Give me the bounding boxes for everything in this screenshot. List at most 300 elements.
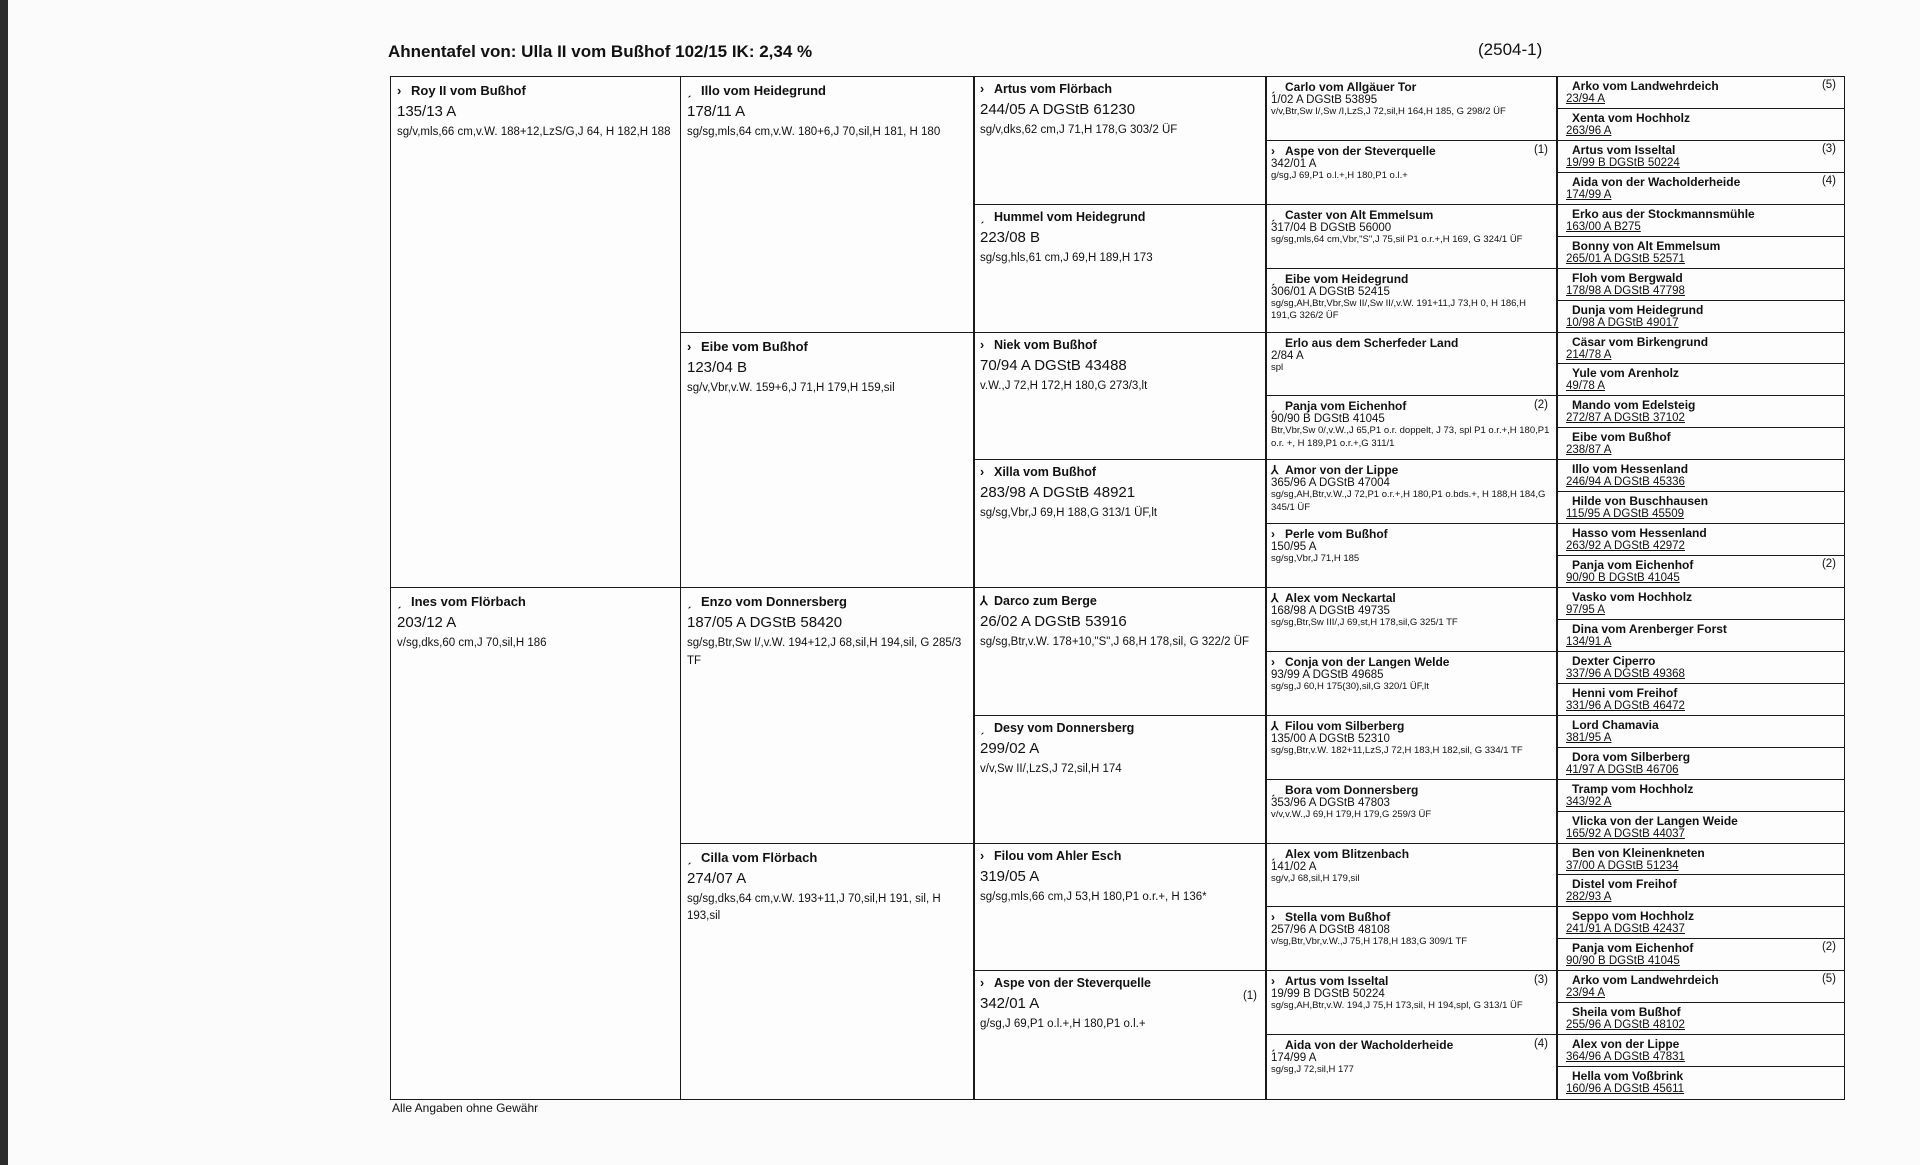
ancestor-box-gen3: [974, 843, 1266, 972]
ancestor-box-gen4: [1266, 395, 1557, 460]
ancestor-name-text: Aida von der Wacholderheide: [1285, 1038, 1454, 1053]
ancestor-name-text: Amor von der Lippe: [1285, 463, 1399, 478]
registration-number: 265/01 A DGStB 52571: [1566, 252, 1685, 265]
ancestor-box-gen5: [1557, 906, 1845, 939]
ancestor-box-gen5: [1557, 619, 1845, 652]
registration-number: 70/94 A DGStB 43488: [980, 356, 1127, 374]
performance-details: spl: [1271, 361, 1284, 373]
ancestor-name: [1271, 527, 1552, 541]
sex-symbol-icon: ⅄: [1271, 591, 1279, 605]
registration-number: 319/05 A: [980, 867, 1040, 885]
ancestor-name: [980, 721, 1260, 735]
sex-symbol-icon: ˏ: [980, 209, 985, 224]
ancestor-name-text: Vasko vom Hochholz: [1572, 590, 1693, 604]
sex-symbol-icon: ⅄: [1271, 463, 1279, 478]
ancestor-name: [980, 593, 1260, 608]
ancestor-box-gen5: [1557, 843, 1845, 876]
sex-symbol-icon: ˏ: [1271, 80, 1275, 94]
sex-symbol-icon: ›: [980, 337, 985, 352]
ancestor-box-gen5: [1557, 651, 1845, 684]
registration-number: 187/05 A DGStB 58420: [687, 614, 843, 631]
ancestor-box-gen4: [1266, 1034, 1557, 1099]
registration-number: 353/96 A DGStB 47803: [1271, 796, 1390, 809]
ancestor-name: [1562, 303, 1840, 317]
inbreeding-marker: (2): [1533, 399, 1548, 412]
sex-symbol-icon: ˏ: [1271, 1038, 1275, 1053]
ancestor-name-text: Xenta vom Hochholz: [1572, 110, 1691, 125]
ancestor-box-gen5: [1557, 811, 1845, 844]
ancestor-box-gen2: [680, 587, 974, 844]
ancestor-box-gen4: [1266, 204, 1557, 269]
ancestor-box-gen5: [1557, 332, 1845, 365]
registration-number: 168/98 A DGStB 49735: [1271, 605, 1390, 617]
ancestor-name-text: Caster von Alt Emmelsum: [1285, 207, 1434, 222]
inbreeding-marker: (1): [1533, 143, 1548, 156]
ancestor-name: [1562, 462, 1840, 476]
ancestor-box-gen2: [680, 76, 974, 333]
ancestor-name: [1562, 143, 1840, 157]
ancestor-name: [1562, 494, 1840, 508]
registration-number: 90/90 B DGStB 41045: [1271, 413, 1385, 426]
inbreeding-marker: (4): [1533, 1038, 1548, 1051]
registration-number: 165/92 A DGStB 44037: [1566, 827, 1685, 840]
registration-number: 246/94 A DGStB 45336: [1566, 476, 1685, 489]
ancestor-name: [1562, 814, 1840, 828]
ancestor-name-text: Niek vom Bußhof: [994, 337, 1097, 352]
ancestor-box-gen3: [974, 204, 1266, 333]
ancestor-name-text: Filou vom Silberberg: [1285, 718, 1405, 733]
ancestor-box-gen3: [974, 76, 1266, 205]
ancestor-name-text: Panja vom Eichenhof: [1572, 941, 1694, 956]
ancestor-name: [687, 339, 967, 354]
ancestor-name: [1271, 399, 1552, 413]
ancestor-name: [980, 210, 1260, 224]
ancestor-name-text: Hilde von Buschhausen: [1572, 494, 1709, 509]
ancestor-name-text: Cäsar vom Birkengrund: [1572, 334, 1709, 349]
ancestor-name: [1562, 654, 1840, 668]
registration-number: 174/99 A: [1271, 1052, 1317, 1065]
sex-symbol-icon: ›: [980, 465, 985, 480]
ancestor-box-gen4: [1266, 76, 1557, 141]
inbreeding-marker: (5): [1821, 973, 1836, 986]
ancestor-name: [980, 338, 1260, 352]
ancestor-name-text: Bonny von Alt Emmelsum: [1572, 238, 1721, 253]
registration-number: 343/92 A: [1566, 795, 1612, 808]
ancestor-box-gen5: [1557, 779, 1845, 812]
ancestor-box-gen5: [1557, 140, 1845, 173]
ancestor-box-gen1: [390, 76, 683, 589]
performance-details: sg/sg,Vbr,J 71,H 185: [1271, 553, 1360, 565]
registration-number: 150/95 A: [1271, 541, 1317, 554]
ancestor-box-gen4: [1266, 523, 1557, 588]
ancestor-box-gen4: [1266, 268, 1557, 333]
sex-symbol-icon: ˏ: [1271, 846, 1275, 861]
inbreeding-marker: (2): [1821, 941, 1836, 954]
ancestor-box-gen5: [1557, 76, 1845, 109]
registration-number: 10/98 A DGStB 49017: [1566, 316, 1679, 329]
performance-details: g/sg,J 69,P1 o.l.+,H 180,P1 o.l.+: [1271, 169, 1408, 181]
sex-symbol-icon: ›: [980, 848, 985, 863]
ancestor-name: [687, 594, 967, 609]
ancestor-name: [980, 976, 1260, 990]
registration-number: 123/04 B: [687, 358, 748, 376]
ancestor-name-text: Henni vom Freihof: [1572, 685, 1678, 700]
ancestor-name: [1271, 591, 1552, 605]
registration-number: 331/96 A DGStB 46472: [1566, 699, 1685, 712]
ancestor-box-gen5: [1557, 1034, 1845, 1067]
registration-number: 37/00 A DGStB 51234: [1566, 859, 1679, 872]
ancestor-box-gen4: [1266, 332, 1557, 397]
ancestor-name-text: Panja vom Eichenhof: [1572, 558, 1694, 573]
sex-symbol-icon: ˏ: [687, 594, 692, 609]
ancestor-name: [1562, 111, 1840, 125]
ancestor-box-gen5: [1557, 491, 1845, 524]
ancestor-name-text: Mando vom Edelsteig: [1572, 398, 1696, 413]
ancestor-box-gen5: [1557, 268, 1845, 301]
page-title: Ahnentafel von: Ulla II vom Bußhof 102/15 IK: 2,34 %: [388, 42, 813, 61]
ancestor-name: [1562, 718, 1840, 732]
registration-number: 19/99 B DGStB 50224: [1566, 156, 1680, 169]
ancestor-name: [1562, 1069, 1840, 1083]
ancestor-name: [1562, 239, 1840, 253]
performance-details: v/v,Btr,Sw I/,Sw /I,LzS,J 72,sil,H 164,H 185, G 298/2 ÜF: [1271, 106, 1506, 117]
registration-number: 135/13 A: [397, 103, 457, 120]
ancestor-name-text: Hella vom Voßbrink: [1572, 1069, 1684, 1084]
performance-details: sg/sg,AH,Btr,v.W. 194,J 75,H 173,sil, H 194,spl, G 313/1 ÜF: [1271, 1000, 1523, 1012]
registration-number: 317/04 B DGStB 56000: [1271, 221, 1392, 234]
sex-symbol-icon: ›: [687, 338, 692, 354]
ancestor-name-text: Bora vom Donnersberg: [1285, 782, 1419, 797]
ancestor-box-gen4: [1266, 906, 1557, 971]
registration-number: 244/05 A DGStB 61230: [980, 101, 1136, 118]
ancestor-name: [980, 465, 1260, 479]
ancestor-box-gen3: [974, 715, 1266, 844]
ancestor-box-gen5: [1557, 587, 1845, 620]
ancestor-name-text: Carlo vom Allgäuer Tor: [1285, 80, 1417, 94]
registration-number: 214/78 A: [1566, 348, 1612, 361]
ancestor-name: [1271, 783, 1552, 797]
ancestor-name-text: Aspe von der Steverquelle: [1285, 143, 1436, 158]
ancestor-name-text: Alex vom Blitzenbach: [1285, 846, 1410, 861]
performance-details: v/sg,dks,60 cm,J 70,sil,H 186: [397, 637, 547, 649]
registration-number: 238/87 A: [1566, 444, 1612, 457]
ancestor-name: [980, 849, 1260, 863]
ancestor-name-text: Vlicka von der Langen Weide: [1572, 813, 1738, 828]
ancestor-name-text: Yule vom Arenholz: [1572, 366, 1679, 381]
ancestor-name: [1562, 686, 1840, 700]
ancestor-name-text: Conja von der Langen Welde: [1285, 654, 1450, 669]
ancestor-name: [1562, 877, 1840, 891]
ancestor-name: [980, 82, 1260, 96]
ancestor-name-text: Darco zum Berge: [994, 594, 1097, 608]
ancestor-name: [1271, 80, 1552, 94]
document-code: (2504-1): [1478, 40, 1543, 59]
inbreeding-marker: (3): [1533, 974, 1548, 987]
inbreeding-marker: (1): [1242, 990, 1257, 1003]
performance-details: sg/v,dks,62 cm,J 71,H 178,G 303/2 ÜF: [980, 124, 1178, 136]
sex-symbol-icon: ›: [1271, 654, 1275, 669]
ancestor-name: [1562, 207, 1840, 221]
ancestor-name: [1562, 335, 1840, 349]
ancestor-name-text: Alex von der Lippe: [1572, 1037, 1680, 1052]
performance-details: sg/sg,mls,64 cm,v.W. 180+6,J 70,sil,H 181, H 180: [687, 126, 941, 138]
registration-number: 365/96 A DGStB 47004: [1271, 477, 1390, 490]
ancestor-name: [1562, 909, 1840, 923]
ancestor-name-text: Panja vom Eichenhof: [1285, 399, 1407, 414]
ancestor-name-text: Sheila vom Bußhof: [1572, 1005, 1681, 1020]
ancestor-box-gen5: [1557, 523, 1845, 556]
sex-symbol-icon: ›: [1271, 974, 1275, 989]
sex-symbol-icon: ˏ: [397, 594, 402, 609]
performance-details: sg/sg,AH,Btr,Vbr,Sw II/,Sw II/,v.W. 191+11,J 73,H 0, H 186,H 191,G 326/2 ÜF: [1271, 297, 1526, 321]
registration-number: 342/01 A: [980, 995, 1040, 1013]
ancestor-box-gen5: [1557, 427, 1845, 460]
registration-number: 41/97 A DGStB 46706: [1566, 763, 1679, 776]
performance-details: sg/sg,mls,66 cm,J 53,H 180,P1 o.r.+, H 136*: [980, 890, 1207, 903]
ancestor-name-text: Filou vom Ahler Esch: [994, 848, 1122, 863]
ancestor-name: [1271, 463, 1552, 477]
ancestor-name-text: Eibe vom Bußhof: [701, 338, 808, 354]
performance-details: v/sg,Btr,Vbr,v.W.,J 75,H 178,H 183,G 309/1 TF: [1271, 936, 1468, 948]
ancestor-name: [397, 594, 676, 609]
ancestor-box-gen2: [680, 843, 974, 1100]
registration-number: 283/98 A DGStB 48921: [980, 484, 1136, 502]
registration-number: 26/02 A DGStB 53916: [980, 613, 1127, 630]
ancestor-box-gen3: [974, 970, 1266, 1099]
ancestor-name-text: Enzo vom Donnersberg: [701, 594, 847, 609]
registration-number: 342/01 A: [1271, 157, 1317, 170]
ancestor-box-gen5: [1557, 459, 1845, 492]
registration-number: 178/11 A: [687, 103, 746, 120]
performance-details: sg/sg,J 60,H 175(30),sil,G 320/1 ÜF,lt: [1271, 680, 1429, 692]
ancestor-name: [1562, 590, 1840, 604]
ancestor-name: [1271, 208, 1552, 222]
performance-details: v.W.,J 72,H 172,H 180,G 273/3,lt: [980, 379, 1148, 392]
ancestor-name: [1271, 144, 1552, 158]
ancestor-name-text: Distel vom Freihof: [1572, 877, 1677, 892]
ancestor-name: [1562, 782, 1840, 796]
registration-number: 203/12 A: [397, 614, 457, 631]
registration-number: 282/93 A: [1566, 891, 1612, 904]
ancestor-name-text: Hummel vom Heidegrund: [994, 209, 1146, 224]
ancestor-name-text: Dunja vom Heidegrund: [1572, 302, 1704, 317]
registration-number: 274/07 A: [687, 869, 747, 887]
ancestor-name: [1562, 430, 1840, 444]
ancestor-name-text: Ines vom Flörbach: [411, 594, 526, 609]
ancestor-name: [1562, 558, 1840, 572]
registration-number: 272/87 A DGStB 37102: [1566, 412, 1685, 425]
ancestor-box-gen4: [1266, 779, 1557, 844]
registration-number: 23/94 A: [1566, 987, 1606, 1000]
ancestor-name-text: Illo vom Heidegrund: [701, 83, 826, 98]
ancestor-name: [1562, 941, 1840, 955]
ancestor-box-gen4: [1266, 459, 1557, 524]
ancestor-name: [1271, 272, 1552, 286]
registration-number: 178/98 A DGStB 47798: [1566, 284, 1685, 297]
performance-details: v/v,Sw II/,LzS,J 72,sil,H 174: [980, 762, 1122, 775]
registration-number: 241/91 A DGStB 42437: [1566, 923, 1685, 936]
performance-details: sg/v,mls,66 cm,v.W. 188+12,LzS/G,J 64, H 182,H 188: [397, 126, 671, 138]
ancestor-name-text: Seppo vom Hochholz: [1572, 909, 1695, 924]
registration-number: 23/94 A: [1566, 93, 1606, 105]
ancestor-name: [1562, 366, 1840, 380]
ancestor-name: [1271, 655, 1552, 669]
registration-number: 93/99 A DGStB 49685: [1271, 668, 1384, 681]
ancestor-name-text: Erlo aus dem Scherfeder Land: [1285, 335, 1459, 350]
ancestor-name: [1562, 271, 1840, 285]
sex-symbol-icon: ›: [980, 82, 985, 96]
inbreeding-marker: (3): [1821, 142, 1836, 155]
sex-symbol-icon: ›: [1271, 143, 1275, 158]
ancestor-box-gen5: [1557, 715, 1845, 748]
performance-details: sg/sg,hls,61 cm,J 69,H 189,H 173: [980, 251, 1153, 264]
registration-number: 255/96 A DGStB 48102: [1566, 1019, 1685, 1032]
ancestor-name-text: Arko vom Landwehrdeich: [1572, 79, 1719, 93]
ancestor-name: [1562, 750, 1840, 764]
performance-details: sg/sg,mls,64 cm,Vbr,"S",J 75,sil P1 o.r.+,H 169, G 324/1 ÜF: [1271, 233, 1523, 245]
ancestor-box-gen4: [1266, 843, 1557, 908]
ancestor-box-gen5: [1557, 395, 1845, 428]
ancestor-name: [1271, 910, 1552, 924]
ancestor-name-text: Eibe vom Heidegrund: [1285, 271, 1409, 286]
performance-details: g/sg,J 69,P1 o.l.+,H 180,P1 o.l.+: [980, 1018, 1146, 1031]
registration-number: 19/99 B DGStB 50224: [1271, 988, 1385, 1001]
ancestor-box-gen5: [1557, 555, 1845, 588]
ancestor-box-gen3: [974, 332, 1266, 461]
ancestor-name: [1562, 79, 1840, 93]
ancestor-name-text: Perle vom Bußhof: [1285, 527, 1388, 542]
performance-details: sg/sg,Btr,Sw I/,v.W. 194+12,J 68,sil,H 194,sil, G 285/3 TF: [687, 637, 962, 667]
ancestor-name-text: Ben von Kleinenkneten: [1572, 845, 1705, 860]
ancestor-name: [1271, 974, 1552, 988]
ancestor-name-text: Aspe von der Steverquelle: [994, 976, 1152, 991]
sex-symbol-icon: ˏ: [687, 83, 692, 98]
ancestor-box-gen4: [1266, 715, 1557, 780]
ancestor-box-gen4: [1266, 970, 1557, 1035]
inbreeding-marker: (5): [1821, 79, 1836, 91]
ancestor-box-gen1: [390, 587, 683, 1100]
sex-symbol-icon: ˏ: [1271, 207, 1275, 222]
registration-number: 381/95 A: [1566, 731, 1612, 744]
performance-details: sg/sg,AH,Btr,v.W.,J 72,P1 o.r.+,H 180,P1 o.bds.+, H 188,H 184,G 345/1 ÜF: [1271, 489, 1546, 513]
ancestor-name-text: Stella vom Bußhof: [1285, 910, 1391, 925]
ancestor-name-text: Cilla vom Flörbach: [701, 849, 818, 865]
scan-edge: [0, 0, 8, 1165]
ancestor-box-gen5: [1557, 683, 1845, 716]
registration-number: 223/08 B: [980, 228, 1041, 246]
ancestor-name: [1562, 526, 1840, 540]
ancestor-box-gen5: [1557, 747, 1845, 780]
ancestor-name: [1562, 1037, 1840, 1051]
ancestor-name: [1271, 336, 1552, 350]
inbreeding-marker: (2): [1821, 558, 1836, 571]
ancestor-name-text: Erko aus der Stockmannsmühle: [1572, 206, 1755, 221]
sex-symbol-icon: ⅄: [1271, 718, 1279, 733]
ancestor-name-text: Lord Chamavia: [1572, 717, 1659, 732]
registration-number: 174/99 A: [1566, 188, 1612, 201]
performance-details: sg/sg,Btr,v.W. 178+10,"S",J 68,H 178,sil, G 322/2 ÜF: [980, 636, 1250, 648]
ancestor-name-text: Hasso vom Hessenland: [1572, 526, 1707, 541]
ancestor-box-gen5: [1557, 970, 1845, 1003]
ancestor-box-gen5: [1557, 1002, 1845, 1035]
ancestor-box-gen5: [1557, 1066, 1845, 1099]
ancestor-box-gen5: [1557, 300, 1845, 333]
ancestor-name-text: Artus vom Flörbach: [994, 82, 1113, 96]
ancestor-name-text: Desy vom Donnersberg: [994, 720, 1135, 735]
registration-number: 1/02 A DGStB 53895: [1271, 94, 1378, 106]
sex-symbol-icon: ˏ: [1271, 399, 1275, 414]
registration-number: 97/95 A: [1566, 604, 1606, 616]
ancestor-box-gen4: [1266, 587, 1557, 652]
ancestor-name-text: Roy II vom Bußhof: [411, 83, 526, 98]
ancestor-name: [1562, 846, 1840, 860]
performance-details: sg/sg,Btr,Sw III/,J 69,st,H 178,sil,G 325/1 TF: [1271, 617, 1458, 628]
performance-details: sg/sg,Btr,v.W. 182+11,LzS,J 72,H 183,H 182,sil, G 334/1 TF: [1271, 744, 1523, 756]
performance-details: sg/sg,dks,64 cm,v.W. 193+11,J 70,sil,H 191, sil, H 193,sil: [687, 892, 941, 923]
ancestor-name-text: Dora vom Silberberg: [1572, 749, 1691, 764]
performance-details: sg/v,J 68,sil,H 179,sil: [1271, 872, 1360, 884]
ancestor-box-gen4: [1266, 651, 1557, 716]
registration-number: 134/91 A: [1566, 635, 1612, 648]
ancestor-name-text: Alex vom Neckartal: [1285, 591, 1396, 605]
registration-number: 364/96 A DGStB 47831: [1566, 1051, 1685, 1064]
registration-number: 141/02 A: [1271, 860, 1317, 873]
registration-number: 49/78 A: [1566, 380, 1606, 393]
performance-details: Btr,Vbr,Sw 0/,v.W.,J 65,P1 o.r. doppelt, J 73, spl P1 o.r.+,H 180,P1 o.r. +, H 189,P1 o.r.+,G 311/1: [1271, 425, 1550, 449]
ancestor-box-gen5: [1557, 363, 1845, 396]
ancestor-box-gen3: [974, 587, 1266, 716]
ancestor-name-text: Floh vom Bergwald: [1572, 270, 1683, 285]
ancestor-name: [1562, 973, 1840, 987]
ancestor-box-gen5: [1557, 874, 1845, 907]
ancestor-name-text: Artus vom Isseltal: [1285, 974, 1389, 989]
ancestor-name-text: Artus vom Isseltal: [1572, 142, 1676, 157]
disclaimer-note: Alle Angaben ohne Gewähr: [392, 1101, 539, 1115]
ancestor-name-text: Arko vom Landwehrdeich: [1572, 973, 1719, 988]
registration-number: 263/92 A DGStB 42972: [1566, 540, 1685, 553]
ancestor-box-gen5: [1557, 938, 1845, 971]
ancestor-name: [397, 83, 676, 98]
registration-number: 257/96 A DGStB 48108: [1271, 924, 1390, 937]
registration-number: 2/84 A: [1271, 349, 1304, 362]
ancestor-box-gen5: [1557, 236, 1845, 269]
ancestor-box-gen3: [974, 459, 1266, 588]
ancestor-name-text: Aida von der Wacholderheide: [1572, 174, 1741, 189]
registration-number: 299/02 A: [980, 739, 1040, 757]
ancestor-name: [1562, 398, 1840, 412]
ancestor-box-gen4: [1266, 140, 1557, 205]
ancestor-box-gen5: [1557, 172, 1845, 205]
registration-number: 90/90 B DGStB 41045: [1566, 955, 1680, 968]
sex-symbol-icon: ˏ: [980, 720, 985, 735]
ancestor-name: [1562, 622, 1840, 636]
registration-number: 306/01 A DGStB 52415: [1271, 285, 1390, 298]
ancestor-box-gen2: [680, 332, 974, 589]
sex-symbol-icon: ˏ: [687, 849, 692, 865]
performance-details: sg/sg,Vbr,J 69,H 188,G 313/1 ÜF,lt: [980, 507, 1158, 520]
performance-details: sg/v,Vbr,v.W. 159+6,J 71,H 179,H 159,sil: [687, 381, 895, 394]
ancestor-name-text: Illo vom Hessenland: [1572, 462, 1689, 477]
ancestor-name: [1562, 175, 1840, 189]
registration-number: 135/00 A DGStB 52310: [1271, 732, 1390, 745]
registration-number: 90/90 B DGStB 41045: [1566, 572, 1680, 585]
ancestor-name-text: Dina vom Arenberger Forst: [1572, 621, 1727, 636]
ancestor-box-gen5: [1557, 108, 1845, 141]
sex-symbol-icon: ˏ: [1271, 271, 1275, 286]
registration-number: 160/96 A DGStB 45611: [1566, 1083, 1685, 1096]
registration-number: 115/95 A DGStB 45509: [1566, 508, 1685, 521]
ancestor-name: [1271, 1038, 1552, 1052]
